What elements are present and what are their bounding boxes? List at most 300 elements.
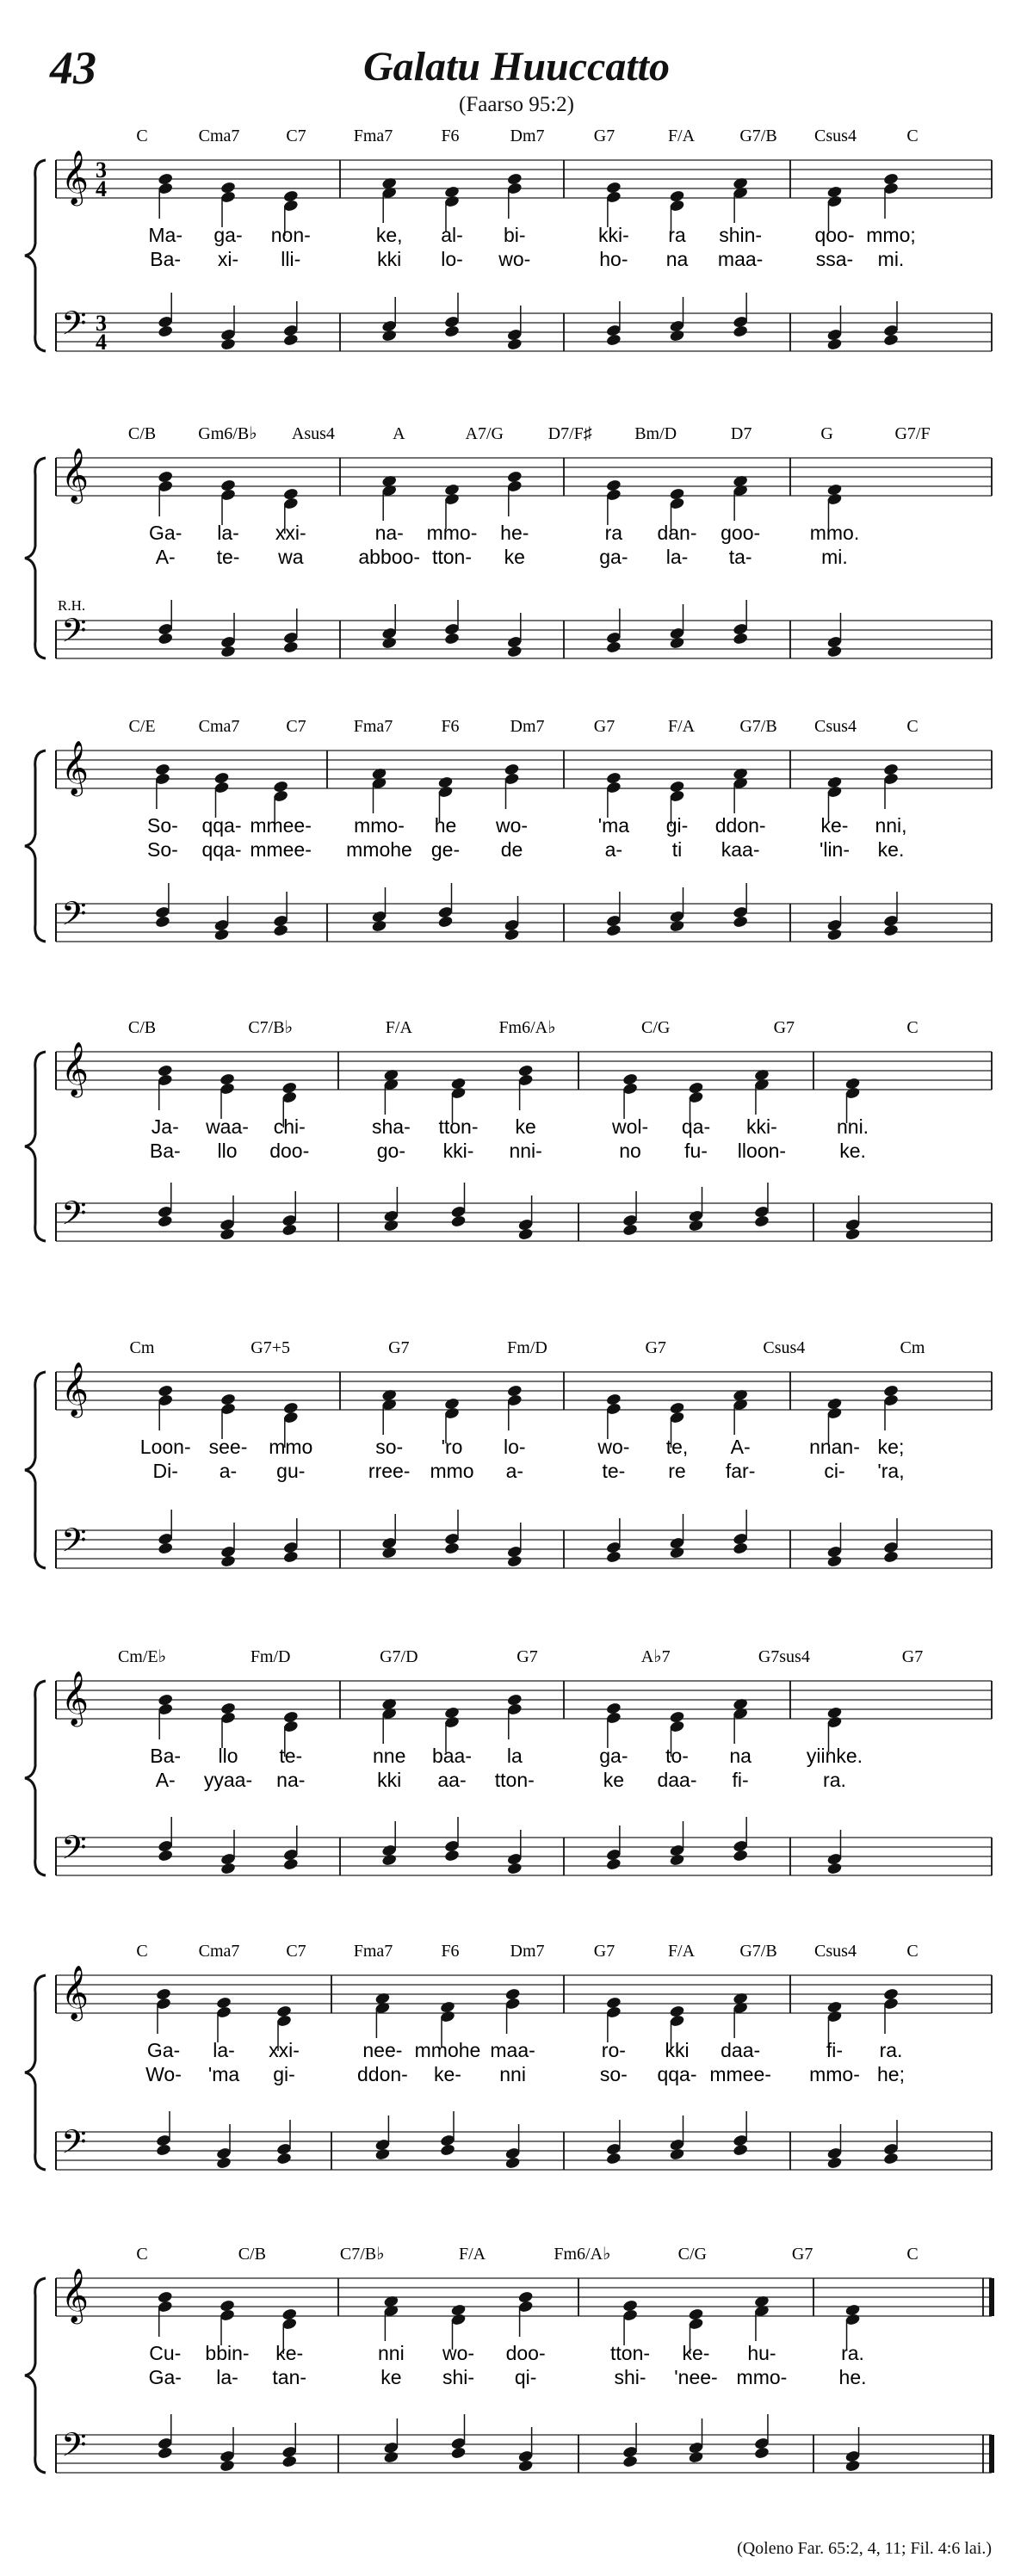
bass-note [155, 915, 171, 929]
chord-symbol: Csus4 [814, 127, 857, 145]
bass-note [276, 2152, 293, 2165]
lyric-verse2: lli- [281, 248, 301, 270]
lyric-verse2: te- [216, 546, 240, 568]
bass-clef: 𝄢 [61, 304, 87, 350]
lyric-verse1: na [729, 1745, 752, 1767]
chord-symbol: G [820, 424, 833, 443]
brace [25, 1052, 46, 1241]
lyric-verse1: ra. [879, 2039, 903, 2061]
lyric-verse2: mmo- [809, 2063, 860, 2085]
bass-note [444, 324, 461, 338]
lyric-verse1: nni. [836, 1115, 869, 1138]
lyric-verse2: he; [877, 2063, 905, 2085]
chord-symbol: D7 [730, 424, 752, 443]
system-8 [25, 2245, 992, 2473]
lyric-verse2: ke. [839, 1140, 866, 1162]
bass-note [754, 1214, 770, 1228]
chord-symbol: F/A [459, 2245, 486, 2264]
lyric-verse2: a- [219, 1460, 238, 1482]
lyric-verse2: ke [380, 2366, 402, 2388]
lyric-verse1: fi- [826, 2039, 844, 2061]
lyric-verse1: dan- [657, 522, 697, 544]
treble-clef: 𝄞 [61, 1965, 89, 2019]
lyric-verse1: ke- [275, 2342, 304, 2364]
hymn-number: 43 [50, 42, 96, 94]
lyric-verse1: A- [730, 1436, 751, 1458]
lyric-verse1: tton- [610, 2342, 651, 2364]
bass-note [517, 1227, 534, 1241]
chord-symbol: F6 [441, 1942, 460, 1961]
chord-symbol: G7 [593, 717, 615, 736]
lyric-verse1: qa- [681, 1115, 711, 1138]
bass-note [213, 928, 230, 942]
chord-symbol: A♭7 [640, 1647, 671, 1666]
lyric-verse1: Ga- [149, 522, 182, 544]
bass-note [688, 1219, 704, 1232]
chord-symbol: C [906, 1942, 919, 1961]
bass-clef: 𝄢 [61, 2425, 87, 2472]
lyric-verse1: na- [374, 522, 404, 544]
bass-note [844, 1227, 861, 1241]
bass-note [444, 1849, 461, 1863]
bass-note [158, 1541, 174, 1555]
bass-note [506, 1862, 523, 1875]
chord-symbol: F/A [667, 127, 696, 145]
bass-note [517, 2459, 534, 2473]
lyric-verse2: gu- [276, 1460, 306, 1482]
chord-symbol: C [906, 127, 919, 145]
bass-note [281, 2455, 298, 2468]
chord-symbol: F6 [441, 127, 460, 145]
bass-note [826, 645, 843, 658]
treble-clef: 𝄞 [61, 740, 89, 794]
lyric-verse2: go- [376, 1140, 406, 1162]
lyric-verse1: mmo- [354, 814, 405, 837]
bass-note [826, 2156, 843, 2170]
bass-note [157, 2446, 173, 2460]
lyric-verse2: ke. [877, 838, 905, 861]
lyric-verse1: daa- [721, 2039, 761, 2061]
lyric-verse1: ga- [213, 224, 243, 246]
lyric-verse2: a- [604, 838, 623, 861]
time-signature-bottom: 4 [96, 330, 107, 355]
lyric-verse1: nnan- [809, 1436, 860, 1458]
chord-symbol: G7 [388, 1338, 410, 1357]
lyric-verse2: gi- [273, 2063, 295, 2085]
bass-note [381, 1546, 398, 1560]
bass-note [273, 924, 289, 937]
lyric-verse2: lloon- [737, 1140, 787, 1162]
chord-symbol: Fm6/A♭ [554, 2245, 611, 2264]
lyric-verse1: ddon- [714, 814, 766, 837]
bass-clef: 𝄢 [61, 1828, 87, 1875]
lyric-verse1: wo- [495, 814, 529, 837]
lyric-verse1: kki [665, 2039, 690, 2061]
lyric-verse1: see- [208, 1436, 248, 1458]
lyric-verse2: A- [155, 1769, 176, 1791]
lyric-verse1: wol- [611, 1115, 649, 1138]
bass-note [158, 324, 174, 338]
lyric-verse1: Ba- [150, 1745, 182, 1767]
bass-note [669, 919, 685, 933]
treble-clef: 𝄞 [61, 448, 89, 502]
hymn-title: Galatu Huuccatto [362, 44, 671, 90]
chord-symbol: Cm [129, 1338, 155, 1357]
chord-symbol: G7/B [739, 1942, 777, 1961]
system-6 [25, 1647, 992, 1875]
scripture-reference: (Faarso 95:2) [459, 93, 574, 116]
bass-note [605, 1857, 622, 1871]
bass-note [669, 2147, 685, 2161]
system-1 [25, 127, 992, 355]
lyric-verse2: maa- [717, 248, 764, 270]
time-signature-bottom: 4 [96, 176, 107, 201]
lyric-verse1: nni, [875, 814, 907, 837]
chord-symbol: Cma7 [198, 127, 240, 145]
chord-symbol: C [906, 717, 919, 736]
chord-symbol: F6 [441, 717, 460, 736]
lyric-verse1: xxi- [275, 522, 306, 544]
lyric-verse1: mmee- [250, 814, 312, 837]
bass-note [669, 636, 685, 650]
bass-note [883, 924, 900, 937]
lyric-verse1: ro- [601, 2039, 626, 2061]
chord-symbol: G7 [773, 1018, 795, 1037]
lyric-verse2: mi. [877, 248, 905, 270]
chord-symbol: Gm6/B♭ [198, 424, 257, 443]
bass-note [444, 1541, 461, 1555]
brace [25, 1975, 46, 2170]
lyric-verse1: nee- [362, 2039, 403, 2061]
lyric-verse2: 'nee- [674, 2366, 718, 2388]
lyric-verse1: la [506, 1745, 523, 1767]
lyric-verse1: llo [218, 1745, 238, 1767]
lyric-verse2: ke [603, 1769, 625, 1791]
chord-symbol: G7 [593, 127, 615, 145]
bass-note [733, 632, 749, 646]
lyric-verse1: mmo; [866, 224, 916, 246]
treble-clef: 𝄞 [61, 2268, 89, 2322]
lyric-verse2: ge- [430, 838, 461, 861]
lyric-verse2: lo- [441, 248, 463, 270]
bass-note [220, 1554, 237, 1568]
lyric-verse1: mmo- [426, 522, 478, 544]
lyric-verse2: qqa- [201, 838, 242, 861]
lyric-verse2: 'lin- [819, 838, 851, 861]
chord-symbol: C/B [127, 424, 157, 443]
treble-clef: 𝄞 [61, 1362, 89, 1416]
bass-note [605, 924, 622, 937]
chord-symbol: Bm/D [634, 424, 677, 443]
lyric-verse1: waa- [206, 1115, 249, 1138]
lyric-verse2: re [668, 1460, 686, 1482]
brace [25, 751, 46, 942]
bass-note [220, 645, 237, 658]
chord-symbol: C7/B♭ [248, 1018, 294, 1037]
brace [25, 458, 46, 658]
lyric-verse2: ssa- [815, 248, 854, 270]
bass-note [383, 2450, 399, 2464]
lyric-verse2: Ba- [149, 1140, 181, 1162]
lyric-verse2: wa [278, 546, 304, 568]
chord-symbol: D7/F♯ [547, 424, 592, 443]
lyric-verse2: llo [217, 1140, 238, 1162]
lyric-verse1: Ga- [146, 2039, 181, 2061]
lyric-verse1: nni [378, 2342, 405, 2364]
bass-note [450, 1214, 467, 1228]
bass-note [669, 1546, 685, 1560]
lyric-verse2: kki [377, 1769, 402, 1791]
lyric-verse1: bbin- [205, 2342, 250, 2364]
chord-symbol: G7/B [739, 717, 777, 736]
bass-clef: 𝄢 [61, 894, 87, 941]
lyric-verse2: na- [276, 1769, 306, 1791]
lyric-verse1: gi- [665, 814, 689, 837]
lyric-verse1: ke [515, 1115, 536, 1138]
bass-note [605, 333, 622, 347]
lyric-verse1: Loon- [139, 1436, 191, 1458]
chord-symbol: C/B [127, 1018, 157, 1037]
lyric-verse1: So- [147, 814, 178, 837]
lyric-verse1: Cu- [149, 2342, 182, 2364]
lyric-verse1: ke- [820, 814, 849, 837]
brace [25, 2278, 46, 2473]
bass-note [826, 928, 843, 942]
lyric-verse2: kaa- [721, 838, 760, 861]
bass-note [281, 1223, 298, 1237]
bass-note [733, 1541, 749, 1555]
lyric-verse1: doo- [505, 2342, 546, 2364]
chord-symbol: Dm7 [510, 127, 545, 145]
lyric-verse2: na [665, 248, 689, 270]
system-7 [25, 1942, 992, 2170]
bass-note [688, 2450, 704, 2464]
chord-symbol: G7/D [380, 1647, 418, 1666]
bass-note [220, 2459, 236, 2473]
lyric-verse1: ra [668, 224, 686, 246]
lyric-verse1: hu- [747, 2342, 776, 2364]
lyric-verse2: ddon- [356, 2063, 408, 2085]
lyric-verse1: mmo. [809, 522, 860, 544]
chord-symbol: C7 [286, 717, 306, 736]
lyric-verse1: kki- [746, 1115, 777, 1138]
lyric-verse2: shi- [614, 2366, 646, 2388]
treble-clef: 𝄞 [61, 1671, 89, 1725]
lyric-verse1: Ja- [151, 1115, 179, 1138]
bass-note [440, 2143, 456, 2157]
lyric-verse2: de [500, 838, 523, 861]
bass-note [883, 2152, 900, 2165]
chord-symbol: G7 [791, 2245, 813, 2264]
lyric-verse1: shin- [719, 224, 763, 246]
lyric-verse1: ke, [375, 224, 403, 246]
lyric-verse1: lo- [504, 1436, 526, 1458]
chord-symbol: C7 [286, 1942, 306, 1961]
lyric-verse2: kki- [442, 1140, 474, 1162]
chord-symbol: F/A [667, 717, 696, 736]
chord-symbol: C/B [238, 2245, 266, 2264]
chord-symbol: C/E [128, 717, 156, 736]
system-5 [25, 1338, 992, 1568]
lyric-verse1: qqa- [201, 814, 242, 837]
lyric-verse1: chi- [273, 1115, 306, 1138]
lyric-verse2: ke [504, 546, 525, 568]
bass-note [506, 337, 523, 351]
chord-symbol: Cm/E♭ [117, 1647, 167, 1666]
lyric-verse2: la- [665, 546, 689, 568]
lyric-verse2: nni [499, 2063, 526, 2085]
lyric-verse1: xxi- [269, 2039, 300, 2061]
chord-symbol: Csus4 [814, 1942, 857, 1961]
chord-symbol: Dm7 [510, 1942, 545, 1961]
chord-symbol: Csus4 [814, 717, 857, 736]
lyric-verse2: daa- [657, 1769, 697, 1791]
lyric-verse2: ga- [599, 546, 628, 568]
lyric-verse2: Ba- [150, 248, 182, 270]
lyric-verse1: la- [213, 2039, 235, 2061]
lyric-verse2: far- [725, 1460, 756, 1482]
lyric-verse1: 'ma [597, 814, 630, 837]
bass-note [605, 2152, 622, 2165]
lyric-verse1: maa- [490, 2039, 535, 2061]
bass-note [157, 1214, 173, 1228]
lyric-verse1: ke- [682, 2342, 710, 2364]
lyric-verse1: ga- [599, 1745, 628, 1767]
lyric-verse1: baa- [431, 1745, 473, 1767]
lyric-verse2: 'ra, [877, 1460, 905, 1482]
lyric-verse2: ta- [728, 546, 752, 568]
chord-symbol: G7 [516, 1647, 538, 1666]
lyric-verse2: Wo- [145, 2063, 182, 2085]
lyric-verse1: te, [665, 1436, 689, 1458]
lyric-verse1: bi- [504, 224, 526, 246]
bass-clef: 𝄢 [61, 2122, 87, 2169]
bass-note [444, 632, 461, 646]
lyric-verse2: nni- [509, 1140, 542, 1162]
chord-symbol: Asus4 [291, 424, 335, 443]
chord-symbol: C/G [677, 2245, 707, 2264]
chord-symbol: G7sus4 [758, 1647, 810, 1666]
lyric-verse2: fu- [684, 1140, 708, 1162]
lyric-verse2: so- [599, 2063, 628, 2085]
chord-symbol: Dm7 [510, 717, 545, 736]
bass-note [220, 337, 237, 351]
chord-symbol: Cma7 [198, 717, 240, 736]
lyric-verse1: goo- [721, 522, 761, 544]
lyric-verse2: qi- [514, 2366, 537, 2388]
lyric-verse2: A- [155, 546, 176, 568]
lyric-verse1: te- [279, 1745, 303, 1767]
lyric-verse2: xi- [217, 248, 239, 270]
chord-symbol: Fma7 [353, 717, 393, 736]
bass-note [282, 1857, 299, 1871]
bass-note [605, 640, 622, 654]
chord-symbol: C7/B♭ [339, 2245, 385, 2264]
bass-note [506, 1554, 523, 1568]
lyric-verse1: nne [373, 1745, 406, 1767]
bass-note [826, 1862, 843, 1875]
lyric-verse2: a- [505, 1460, 524, 1482]
lyric-verse1: ra. [841, 2342, 864, 2364]
lyric-verse1: non- [270, 224, 311, 246]
lyric-verse1: sha- [372, 1115, 411, 1138]
treble-clef: 𝄞 [61, 1041, 89, 1096]
chord-symbol: Fma7 [353, 127, 393, 145]
lyric-verse2: yyaa- [203, 1769, 253, 1791]
lyric-verse1: mmo [269, 1436, 313, 1458]
bass-note [605, 1550, 622, 1564]
brace [25, 1372, 46, 1568]
brace [25, 160, 46, 351]
bass-note [282, 333, 299, 347]
lyric-verse2: no [619, 1140, 641, 1162]
bass-note [158, 632, 174, 646]
lyric-verse2: tan- [272, 2366, 307, 2388]
chord-symbol: C [906, 1018, 919, 1037]
bass-note [282, 1550, 299, 1564]
lyric-verse1: qoo- [814, 224, 855, 246]
bass-note [883, 333, 900, 347]
lyric-verse2: kki [377, 248, 402, 270]
lyric-verse2: Di- [152, 1460, 178, 1482]
chord-symbol: Fm/D [250, 1647, 291, 1666]
lyric-verse1: la- [217, 522, 239, 544]
system-4 [25, 1018, 992, 1241]
lyric-verse1: kki- [597, 224, 629, 246]
chord-symbol: A [393, 424, 405, 443]
bass-note [504, 2156, 521, 2170]
bass-clef: 𝄢 [61, 1521, 87, 1567]
chord-symbol: Fm6/A♭ [498, 1018, 556, 1037]
lyric-verse2: mmee- [250, 838, 312, 861]
system-3 [25, 717, 992, 942]
bass-note [371, 919, 387, 933]
treble-clef: 𝄞 [61, 150, 89, 204]
lyric-verse2: mmo- [736, 2366, 788, 2388]
chord-symbol: C [136, 127, 148, 145]
lyric-verse2: te- [602, 1460, 626, 1482]
lyric-verse1: 'ro [441, 1436, 463, 1458]
system-2 [25, 424, 992, 658]
lyric-verse1: he [434, 814, 457, 837]
footnote: (Qoleno Far. 65:2, 4, 11; Fil. 4:6 lai.) [737, 2539, 992, 2558]
bass-note [220, 1227, 236, 1241]
bass-note [733, 1849, 749, 1863]
bass-note [826, 337, 843, 351]
bass-note [381, 329, 398, 343]
chord-symbol: Cma7 [198, 1942, 240, 1961]
right-hand-marking: R.H. [58, 597, 86, 614]
lyric-verse1: Ma- [148, 224, 183, 246]
lyric-verse2: fi- [732, 1769, 749, 1791]
lyric-verse1: he- [500, 522, 529, 544]
bass-note [374, 2147, 391, 2161]
lyric-verse1: wo- [442, 2342, 475, 2364]
bass-note [282, 640, 299, 654]
lyric-verse1: so- [375, 1436, 404, 1458]
chord-symbol: C [906, 2245, 919, 2264]
lyric-verse2: wo- [498, 248, 531, 270]
bass-clef: 𝄢 [61, 1194, 87, 1240]
chord-symbol: G7 [901, 1647, 924, 1666]
chord-symbol: C/G [640, 1018, 671, 1037]
bass-note [669, 1853, 685, 1867]
lyric-verse2: ci- [824, 1460, 845, 1482]
lyric-verse2: Ga- [148, 2366, 182, 2388]
chord-symbol: F/A [385, 1018, 412, 1037]
chord-symbol: C7 [286, 127, 306, 145]
lyric-verse2: mmohe [346, 838, 412, 861]
